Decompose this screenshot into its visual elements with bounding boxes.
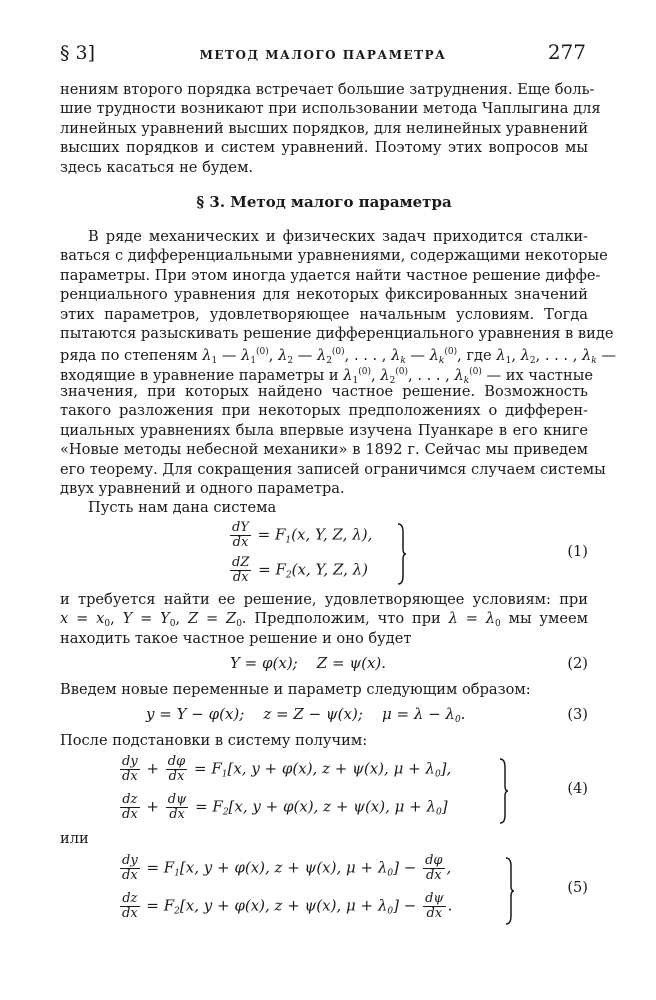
equation-5-line-1: $\frac{dy}{dx}$ = $F_1[x$, y + φ(x), z + ψ(x), $\mu + \lambda_0$] − $\frac{d\varphi}{dx}$ ,: [122, 853, 452, 884]
page-body: [60, 80, 616, 930]
given-system-text: Пусть нам дана система: [88, 499, 277, 517]
text-line: высших порядков и систем уравнений. Поэтому этих вопросов мы: [60, 139, 588, 157]
equation-4-line-2: $\frac{dz}{dx}$ + $\frac{d\psi}{dx}$ = $F_2[x$, y + φ(x), z + ψ(x), $\mu + \lambda_0$]: [122, 791, 448, 822]
equation-2-formula: Y = φ(x); Z = ψ(x).: [230, 653, 387, 672]
text-line: ренциального уравнения для некоторых фиксированных значений: [60, 286, 588, 304]
equation-3: [60, 703, 588, 729]
text-line: циальных уравнениях была впервые изучена Пуанкаре в его книге: [60, 421, 588, 439]
or-text: или: [60, 829, 89, 847]
right-brace-icon: [504, 856, 514, 926]
right-brace-icon: [396, 522, 406, 586]
paragraph-conditions: [60, 590, 588, 648]
running-title: МЕТОД МАЛОГО ПАРАМЕТРА: [199, 48, 447, 62]
text-line: значения, при которых найдено частное решение. Возможность: [60, 383, 588, 401]
after-substitution-text: После подстановки в систему получим:: [60, 732, 368, 750]
new-variables-text: Введем новые переменные и параметр следующим образом:: [60, 680, 531, 698]
text-line: ваться с дифференциальными уравнениями, содержащими некоторые: [60, 247, 608, 265]
text-line: «Новые методы небесной механики» в 1892 г. Сейчас мы приведем: [60, 441, 588, 459]
equation-5-line-2: $\frac{dz}{dx}$ = $F_2[x$, y + φ(x), z + ψ(x), $\mu + \lambda_0$] − $\frac{d\psi}{dx}$ .: [122, 891, 453, 922]
text-line: его теорему. Для сокращения записей ограничимся случаем системы: [60, 460, 606, 478]
equation-1-line-1: $\frac{dY}{dx}$ = $F_1(x$, Y, Z, λ),: [232, 519, 373, 550]
equation-3-number: (3): [567, 706, 588, 724]
text-line: двух уравнений и одного параметра.: [60, 480, 345, 498]
text-line-params: входящие в уравнение параметры и $\lambda_1^{(0)}$, $\lambda_2^{(0)}$, . . . , $\lambda_k^{(0)}$ — их частные: [60, 366, 593, 386]
text-line: здесь касаться не будем.: [60, 158, 254, 176]
equation-4-line-1: $\frac{dy}{dx}$ + $\frac{d\varphi}{dx}$ = $F_1[x$, y + φ(x), z + ψ(x), $\mu + \lambda_0$],: [122, 753, 452, 784]
equation-1: [60, 518, 588, 590]
equation-2-number: (2): [567, 654, 588, 672]
text-line: находить такое частное решение и оно будет: [60, 629, 412, 647]
section-heading: § 3. Метод малого параметра: [196, 192, 452, 211]
page-number: 277: [547, 40, 586, 64]
text-line-conditions: $x = x_0$, $Y = Y_0$, $Z = Z_0$. Предположим, что при $\lambda = \lambda_0$ мы умеем: [60, 610, 588, 630]
text-line: нениям второго порядка встречает большие затруднения. Еще боль-: [60, 81, 595, 98]
text-line: линейных уравнений высших порядков, для нелинейных уравнений: [60, 119, 589, 137]
text-line-series: ряда по степеням $\lambda_1$ — $\lambda_1^{(0)}$, $\lambda_2$ — $\lambda_2^{(0)}$, . . . , $\lambda_k$ — $\lambda_k^{(0)}$, где $\lambda_1$, $\lambda_2$, . . . , $\lambda_k$ —: [60, 347, 616, 367]
equation-2: [60, 652, 588, 678]
text-line: пытаются разыскивать решение дифференциального уравнения в виде: [60, 324, 614, 342]
equation-1-line-2: $\frac{dZ}{dx}$ = $F_2(x$, Y, Z, λ): [232, 554, 369, 585]
text-line: В ряде механических и физических задач приходится сталки-: [88, 227, 588, 245]
running-header: [60, 40, 586, 70]
paragraph-method: [60, 227, 616, 498]
text-line: такого разложения при некоторых предположениях о дифферен-: [60, 402, 588, 420]
equation-1-number: (1): [567, 542, 588, 560]
equation-5: [60, 850, 588, 930]
text-line: параметры. При этом иногда удается найти частное решение диффе-: [60, 266, 601, 284]
right-brace-icon: [498, 757, 508, 825]
text-line: и требуется найти ее решение, удовлетворяющее условиям: при: [60, 590, 588, 608]
text-line: шие трудности возникают при использовании метода Чаплыгина для: [60, 100, 601, 118]
equation-4: [60, 751, 588, 829]
intro-paragraph: [60, 80, 601, 177]
equation-5-number: (5): [567, 879, 588, 897]
section-mark: § 3]: [60, 42, 96, 64]
text-line: этих параметров, удовлетворяющее начальным условиям. Тогда: [60, 305, 588, 323]
equation-3-formula: y = Y − φ(x); z = Z − ψ(x); $\mu = \lambda - \lambda_0$.: [146, 705, 466, 726]
equation-4-number: (4): [567, 779, 588, 797]
